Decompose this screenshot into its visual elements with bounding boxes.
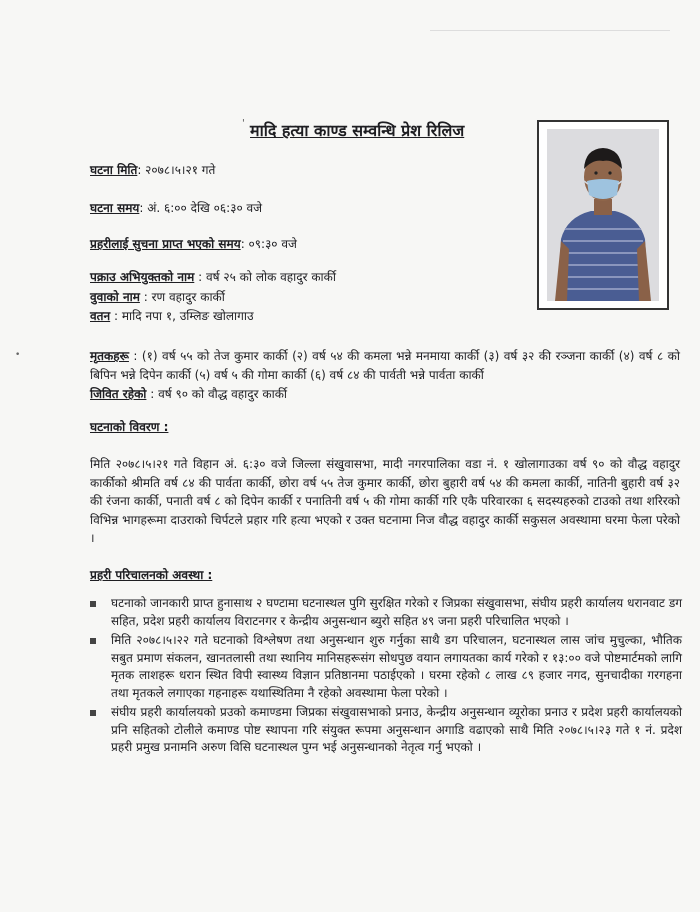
scan-edge-line	[430, 30, 670, 31]
operation-heading	[90, 566, 212, 583]
list-item: घटनाको जानकारी प्राप्त हुनासाथ २ घण्टामा घटनास्थल पुगि सुरक्षित गरेको र जिप्रका संखुवासभा, संघीय प्रहरी कार्यालय धरानवाट डग सहित, प्रदेश प्रहरी कार्यालय विराटनगर र केन्द्रीय अनुसन्धान ब्युरो सहित ४९ जना प्रहरी परिचालित भएको ।	[90, 595, 682, 630]
police-info-value: : ०९:३० वजे	[240, 237, 297, 251]
father-value: : रण वहादुर कार्की	[139, 290, 225, 304]
list-item: संघीय प्रहरी कार्यालयको प्रउको कमाण्डमा जिप्रका संखुवासभाको प्रनाउ, केन्द्रीय अनुसन्धान व्यूरोका प्रनाउ र प्रदेश प्रहरी कार्यालयको प्रनि सहितको टोलीले कमाण्ड पोष्ट स्थापना गरि संयुक्त रूपमा अनुसन्धान अगाडि वढाएको साथै मिति २०७८।५।२३ गते १ नं. प्रदेश प्रहरी प्रमुख प्रनामनि अरुण विसि घटनास्थल पुग्न भई अनुसन्धानको नेतृत्व गर्नु भएको ।	[90, 704, 682, 757]
description-text: मिति २०७८।५।२१ गते विहान अं. ६:३० वजे जिल्ला संखुवासभा, मादी नगरपालिका वडा नं. १ खोलागाउका वर्ष ९० को वौद्ध वहादुर कार्कीको श्रीमति वर्ष ८४ की पार्वता कार्की, छोरा वर्ष ५५ तेज कुमार कार्की, छोरा बुहारी वर्ष ५४ की कमला कार्की, नातिनी बुहारी वर्ष ३२ की रंजना कार्की, पनाती वर्ष ८ को दिपेन कार्की र पनातिनी वर्ष ५ की गोमा कार्की गरि एकै परिवारका ६ सदस्यहरुको टाउको तथा शरिरको विभिन्न भागहरूमा दाउराको चिर्पटले प्रहार गरि हत्या भएको र उक्त घटनामा निज वौद्ध वहादुर कार्की सकुसल अवस्थामा घरमा फेला परेको ।	[90, 457, 680, 545]
deceased-block	[90, 347, 680, 384]
list-item: मिति २०७८।५।२२ गते घटनाको विश्लेषण तथा अनुसन्धान शुरु गर्नुका साथै डग परिचालन, घटनास्थल लास जांच मुचुल्का, भौतिक सबुत प्रमाण संकलन, खानतलासी तथा स्थानिय मानिसहरूसंग सोधपुछ वयान लगायतका कार्य गरेको र १३:०० वजे पोष्टमार्टमको लागि मृतक लाशहरू धरान स्थित विपी स्वास्थ्य विज्ञान प्रतिष्ठानमा पठाईएको । घरमा रहेको ८ लाख ८९ हजार नगद, सुनचादीका गरगहना तथा मृतकले लगाएका गहनाहरू यथास्थितिमा नै रहेको अवस्थामा फेला परेको ।	[90, 632, 682, 702]
incident-time-value: : अं. ६:०० देखि ०६:३० वजे	[139, 201, 263, 215]
accused-label: पक्राउ अभियुक्तको नाम	[90, 270, 195, 284]
incident-date-label: घटना मिति	[90, 163, 138, 177]
father-row	[90, 288, 225, 305]
incident-time-row	[90, 199, 262, 216]
deceased-text: : (१) वर्ष ५५ को तेज कुमार कार्की (२) वर्ष ५४ की कमला भन्ने मनमाया कार्की (३) वर्ष ३२ की रञ्जना कार्की (४) वर्ष ८ को बिपिन भन्ने दिपेन कार्की (५) वर्ष ५ की गोमा कार्की (६) वर्ष ८४ की पार्वती भन्ने पार्वता कार्की	[90, 349, 680, 382]
incident-time-label: घटना समय	[90, 201, 140, 215]
operation-heading-text: प्रहरी परिचालनको अवस्था :	[90, 568, 213, 582]
operation-list	[90, 595, 682, 759]
deceased-label: मृतकहरू	[90, 349, 129, 363]
survivor-label: जिवित रहेको	[90, 387, 147, 401]
accused-photo	[537, 120, 669, 310]
description-heading-text: घटनाको विवरण :	[90, 420, 169, 434]
mark-tick: '	[242, 118, 245, 129]
survivor-row	[90, 385, 287, 402]
police-info-label: प्रहरीलाई सुचना प्राप्त भएको समय	[90, 237, 241, 251]
father-label: वुवाको नाम	[90, 290, 140, 304]
survivor-value: : वर्ष ९० को वौद्ध वहादुर कार्की	[146, 387, 288, 401]
margin-mark: •	[15, 350, 21, 360]
description-heading	[90, 418, 168, 435]
photo-image	[547, 129, 659, 301]
address-value: : मादि नपा १, उम्लिङ खोलागाउ	[110, 309, 254, 323]
address-row	[90, 307, 254, 324]
accused-row	[90, 268, 336, 285]
address-label: वतन	[90, 309, 111, 323]
incident-date-row	[90, 161, 215, 178]
police-info-row	[90, 235, 297, 252]
accused-value: : वर्ष २५ को लोक वहादुर कार्की	[194, 270, 336, 284]
page-title: मादि हत्या काण्ड सम्वन्धि प्रेश रिलिज	[250, 121, 465, 140]
incident-date-value: : २०७८।५।२१ गते	[137, 163, 216, 177]
